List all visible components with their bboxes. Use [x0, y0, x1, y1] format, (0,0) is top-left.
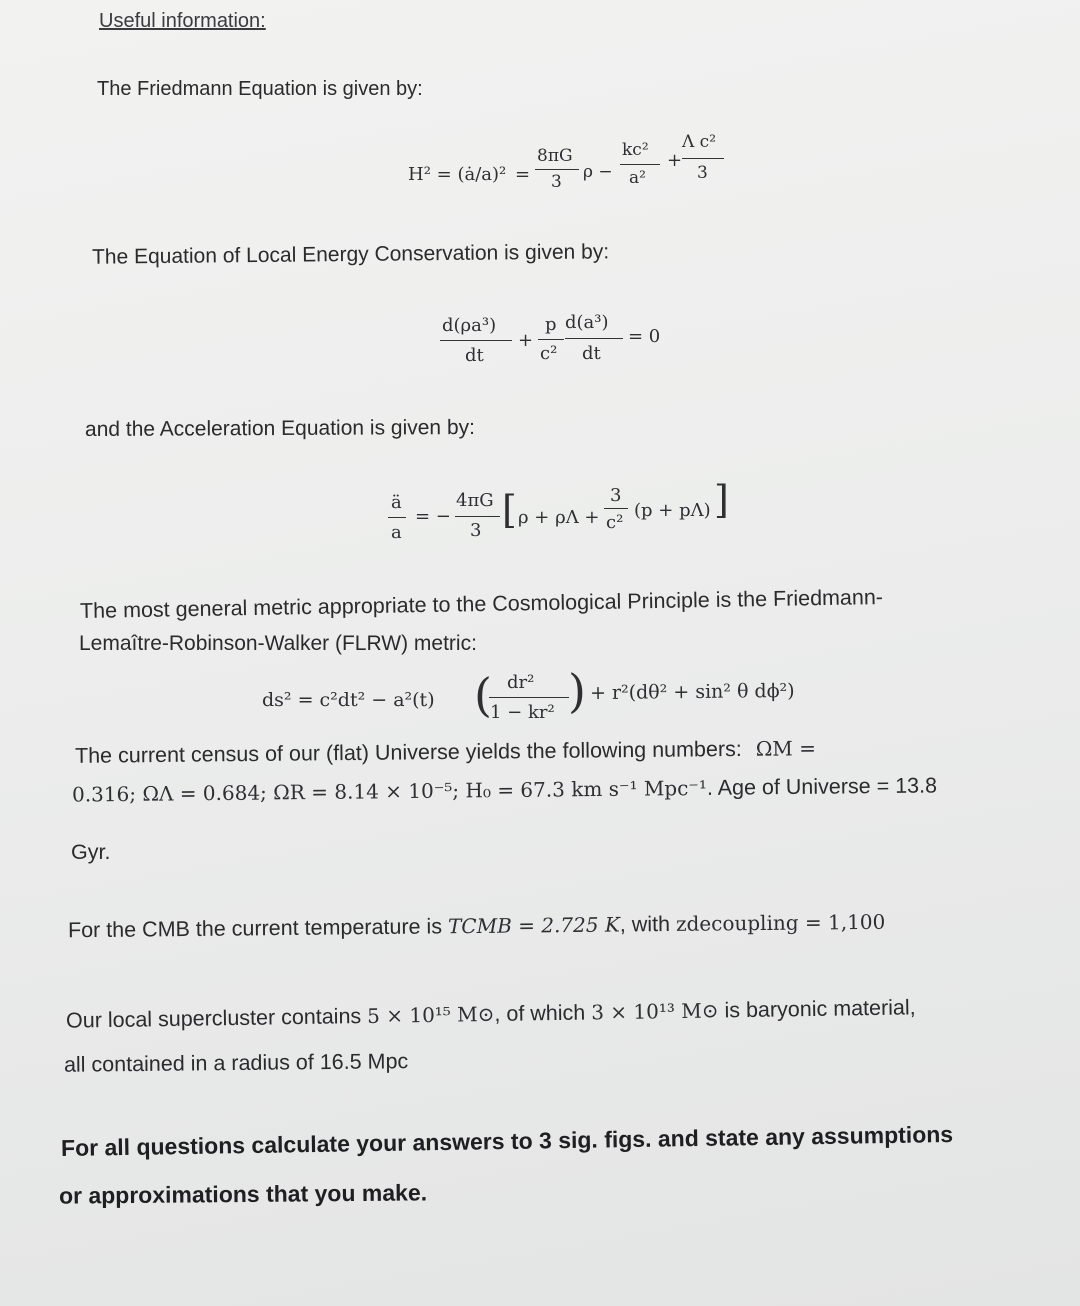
fraction-bar — [620, 164, 660, 165]
energy-t2-den: c² — [540, 343, 558, 364]
fraction-bar — [682, 158, 724, 159]
supercluster-mid: , of which — [494, 1000, 586, 1026]
supercluster-line2: all contained in a radius of 16.5 Mpc — [63, 1049, 409, 1077]
fraction-bar — [604, 508, 628, 509]
cmb-zdec: zdecoupling = 1,100 — [675, 909, 886, 936]
fraction-bar — [440, 340, 512, 341]
supercluster-baryonic: 3 × 10¹³ M⊙ — [591, 998, 719, 1025]
census-line1 — [75, 736, 816, 769]
census-line2 — [72, 773, 937, 807]
accel-bracket-a: ρ + ρΛ + — [518, 507, 600, 528]
census-values: 0.316; ΩΛ = 0.684; ΩR = 8.14 × 10⁻⁵; H₀ = 67.3 km s⁻¹ Mpc⁻¹ — [71, 775, 708, 807]
accel-c-num: 4πG — [456, 490, 494, 511]
energy-t1-num: d(ρa³) — [442, 315, 497, 336]
instructions-line1: For all questions calculate your answers to 3 sig. figs. and state any assumptions — [60, 1120, 954, 1162]
energy-t3-den: dt — [582, 343, 601, 364]
acceleration-intro: and the Acceleration Equation is given by: — [84, 415, 475, 442]
census-line3: Gyr. — [71, 840, 111, 864]
cmb-mid: , with — [619, 911, 671, 937]
supercluster-line1 — [66, 995, 916, 1033]
supercluster-mass: 5 × 10¹⁵ M⊙ — [366, 1001, 495, 1028]
fraction-bar — [489, 697, 569, 698]
flrw-frac-den: 1 − kr² — [490, 702, 555, 723]
fraction-bar — [388, 517, 406, 518]
cmb-prefix: For the CMB the current temperature is — [67, 914, 443, 943]
fraction-bar — [455, 516, 500, 517]
friedmann-frac3-den: 3 — [697, 163, 708, 183]
census-line1-text: The current census of our (flat) Universe yields the following numbers: — [74, 736, 742, 768]
section-heading: Useful information: — [99, 10, 266, 32]
supercluster-prefix: Our local supercluster contains — [65, 1004, 362, 1033]
energy-t2-num: p — [545, 314, 557, 335]
accel-bracket-b: (p + pΛ) — [634, 500, 711, 521]
accel-lhs-num: ä — [391, 492, 402, 513]
supercluster-suffix: is baryonic material, — [724, 995, 916, 1023]
accel-lhs-den: a — [391, 522, 402, 543]
accel-b-num: 3 — [610, 485, 622, 506]
friedmann-frac1-num: 8πG — [537, 146, 573, 166]
energy-intro: The Equation of Local Energy Conservation is given by: — [91, 240, 610, 269]
friedmann-frac3-num: Λ c² — [682, 132, 717, 152]
friedmann-frac1-den: 3 — [551, 172, 562, 192]
friedmann-frac2-den: a² — [629, 168, 646, 188]
instructions-line2: or approximations that you make. — [58, 1179, 428, 1209]
cmb-temp: TCMB = 2.725 K — [447, 912, 620, 939]
energy-rhs: = 0 — [628, 326, 661, 347]
flrw-frac-num: dr² — [507, 672, 535, 693]
fraction-bar — [535, 169, 579, 170]
friedmann-frac2-num: kc² — [622, 140, 649, 160]
cmb-line — [68, 910, 886, 944]
census-age: . Age of Universe = 13.8 — [706, 773, 938, 800]
accel-b-den: c² — [606, 512, 624, 533]
fraction-bar — [565, 338, 623, 339]
metric-line1: The most general metric appropriate to the Cosmological Principle is the Friedmann- — [79, 584, 884, 624]
accel-c-den: 3 — [470, 520, 482, 541]
omega-m-label: ΩM = — [755, 736, 817, 761]
friedmann-lhs: H² = (ȧ/a)² — [408, 164, 507, 185]
friedmann-intro: The Friedmann Equation is given by: — [97, 78, 423, 100]
energy-t3-num: d(a³) — [565, 312, 609, 333]
energy-t1-den: dt — [465, 345, 484, 366]
metric-line2: Lemaître-Robinson-Walker (FLRW) metric: — [79, 632, 477, 655]
fraction-bar — [538, 339, 564, 340]
friedmann-rho: ρ − — [583, 162, 613, 182]
flrw-rhs: + r²(dθ² + sin² θ dϕ²) — [589, 679, 795, 705]
flrw-lhs: ds² = c²dt² − a²(t) — [262, 689, 435, 711]
